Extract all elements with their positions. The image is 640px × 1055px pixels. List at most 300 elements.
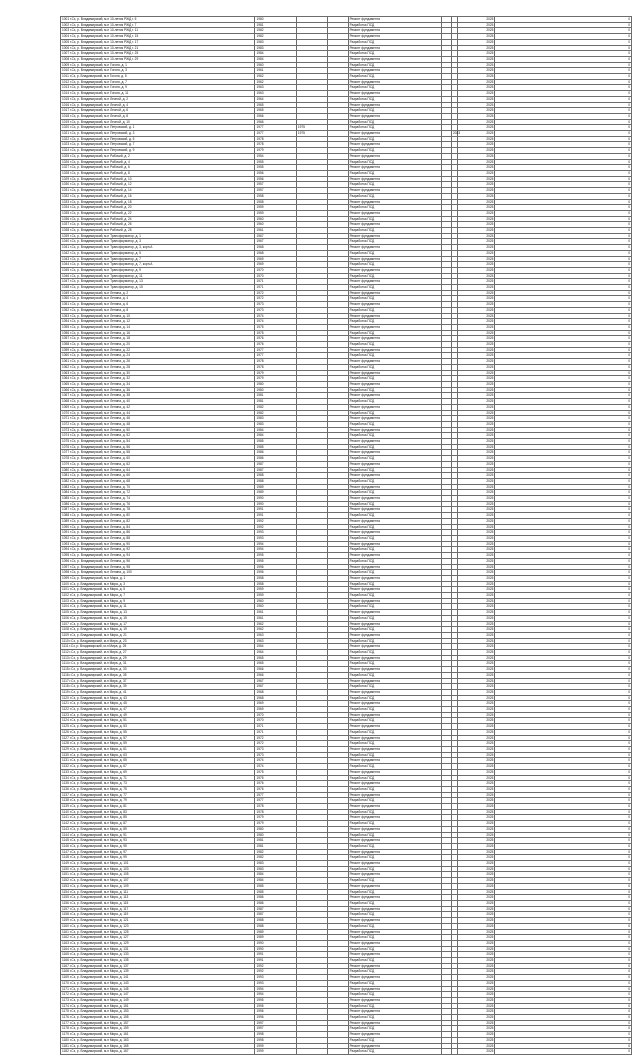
cell-address: 1093 г.Сз, р. Владимирский, м-н Ленина, д. 90 <box>61 541 255 547</box>
cell-work-type: Разработка ПСД <box>348 444 441 450</box>
cell-year: 1982 <box>255 849 296 855</box>
cell-period: 2025 <box>458 632 495 638</box>
cell-year: 1993 <box>255 530 296 536</box>
cell-address: 1024 г.Сз, р. Владимирский, м-н Петровский, д. 9 <box>61 148 255 154</box>
cell-work-type: Разработка ПСД <box>348 695 441 701</box>
cell-work-type: Ремонт фундамента <box>348 91 441 97</box>
cell-year: 1995 <box>255 997 296 1003</box>
cell-extra-1: 1975 <box>296 131 327 137</box>
cell-period: 2025 <box>458 68 495 74</box>
cell-work-type: Ремонт фундамента <box>348 621 441 627</box>
cell-year: 1959 <box>255 593 296 599</box>
cell-year: 1987 <box>255 461 296 467</box>
cell-work-type: Разработка ПСД <box>348 718 441 724</box>
cell-year: 1987 <box>255 906 296 912</box>
cell-address: 1108 г.Сз, р. Владимирский, м-н Мира, д. 19 <box>61 627 255 633</box>
cell-work-type: Разработка ПСД <box>348 387 441 393</box>
cell-work-type: Ремонт фундамента <box>348 963 441 969</box>
cell-year: 1996 <box>255 1015 296 1021</box>
data-table <box>60 16 632 1055</box>
cell-period: 2025 <box>458 701 495 707</box>
cell-period: 2025 <box>458 205 495 211</box>
cell-period: 2025 <box>458 421 495 427</box>
cell-end-value: 0 <box>495 250 632 256</box>
cell-work-type: Разработка ПСД <box>348 376 441 382</box>
cell-end-value: 0 <box>495 798 632 804</box>
cell-work-type: Разработка ПСД <box>348 650 441 656</box>
cell-address: 1034 г.Сз, р. Владимирский, м-н Рабочий, д. 20 <box>61 205 255 211</box>
cell-year: 1959 <box>255 205 296 211</box>
cell-address: 1114 г.Сз, р. Владимирский, м-н Мира, д. 31 <box>61 661 255 667</box>
cell-period: 2025 <box>458 575 495 581</box>
cell-end-value: 0 <box>495 678 632 684</box>
cell-address: 1163 г.Сз, р. Владимирский, м-н Мира, д. 129 <box>61 940 255 946</box>
cell-period: 2025 <box>458 79 495 85</box>
cell-period: 2025 <box>458 273 495 279</box>
cell-work-type: Ремонт фундамента <box>348 518 441 524</box>
cell-work-type: Разработка ПСД <box>348 159 441 165</box>
cell-end-value: 0 <box>495 518 632 524</box>
cell-work-type: Ремонт фундамента <box>348 769 441 775</box>
cell-work-type: Ремонт фундамента <box>348 68 441 74</box>
cell-address: 1061 г.Сз, р. Владимирский, м-н Ленина, д. 26 <box>61 359 255 365</box>
cell-period: 2025 <box>458 798 495 804</box>
cell-end-value: 0 <box>495 313 632 319</box>
cell-year: 1997 <box>255 1020 296 1026</box>
cell-year: 1958 <box>255 581 296 587</box>
cell-work-type: Разработка ПСД <box>348 22 441 28</box>
cell-end-value: 0 <box>495 387 632 393</box>
cell-end-value: 0 <box>495 176 632 182</box>
cell-year: 1955 <box>255 165 296 171</box>
cell-period: 2025 <box>458 1003 495 1009</box>
cell-address: 1074 г.Сз, р. Владимирский, м-н Ленина, д. 52 <box>61 433 255 439</box>
cell-period: 2025 <box>458 952 495 958</box>
cell-address: 1017 г.Сз, р. Владимирский, м-н Лесной, д. 6 <box>61 108 255 114</box>
cell-year: 1959 <box>255 587 296 593</box>
cell-period: 2025 <box>458 444 495 450</box>
cell-work-type: Разработка ПСД <box>348 1037 441 1043</box>
cell-address: 1151 г.Сз, р. Владимирский, м-н Мира, д. 105 <box>61 872 255 878</box>
cell-period: 2025 <box>458 769 495 775</box>
cell-address: 1029 г.Сз, р. Владимирский, м-н Рабочий, д. 10 <box>61 176 255 182</box>
cell-address: 1087 г.Сз, р. Владимирский, м-н Ленина, д. 78 <box>61 507 255 513</box>
cell-period: 2025 <box>458 564 495 570</box>
cell-year: 1981 <box>255 393 296 399</box>
cell-address: 1171 г.Сз, р. Владимирский, м-н Мира, д. 145 <box>61 986 255 992</box>
cell-year: 1962 <box>255 627 296 633</box>
cell-address: 1144 г.Сз, р. Владимирский, м-н Мира, д. 91 <box>61 832 255 838</box>
cell-address: 1050 г.Сз, р. Владимирский, м-н Ленина, д. 4 <box>61 296 255 302</box>
cell-work-type: Ремонт фундамента <box>348 290 441 296</box>
cell-address: 1147 г.Сз, р. Владимирский, м-н Мира, д. 97 <box>61 849 255 855</box>
cell-period: 2025 <box>458 621 495 627</box>
cell-period: 2025 <box>458 547 495 553</box>
cell-year: 1967 <box>255 239 296 245</box>
cell-year: 1985 <box>255 444 296 450</box>
cell-work-type: Разработка ПСД <box>348 581 441 587</box>
cell-end-value: 0 <box>495 427 632 433</box>
cell-end-value: 0 <box>495 131 632 137</box>
cell-period: 2025 <box>458 775 495 781</box>
cell-address: 1112 г.Сз, р. Владимирский, м-н Мира, д. 27 <box>61 650 255 656</box>
cell-address: 1167 г.Сз, р. Владимирский, м-н Мира, д. 137 <box>61 963 255 969</box>
cell-year: 1979 <box>255 148 296 154</box>
cell-year: 1967 <box>255 233 296 239</box>
cell-address: 1072 г.Сз, р. Владимирский, м-н Ленина, д. 48 <box>61 421 255 427</box>
cell-address: 1044 г.Сз, р. Владимирский, м-н Трансформатор, д. 7, корп.А <box>61 262 255 268</box>
cell-year: 1983 <box>255 45 296 51</box>
cell-period: 2025 <box>458 153 495 159</box>
cell-period: 2025 <box>458 883 495 889</box>
cell-work-type: Разработка ПСД <box>348 193 441 199</box>
cell-period: 2025 <box>458 809 495 815</box>
cell-end-value: 0 <box>495 456 632 462</box>
cell-end-value: 0 <box>495 205 632 211</box>
cell-address: 1140 г.Сз, р. Владимирский, м-н Мира, д. 83 <box>61 809 255 815</box>
cell-end-value: 0 <box>495 34 632 40</box>
cell-period: 2025 <box>458 376 495 382</box>
cell-period: 2025 <box>458 752 495 758</box>
cell-period: 2025 <box>458 684 495 690</box>
cell-period: 2025 <box>458 610 495 616</box>
cell-period: 2025 <box>458 900 495 906</box>
cell-period: 2025 <box>458 501 495 507</box>
cell-period: 2025 <box>458 370 495 376</box>
cell-work-type: Разработка ПСД <box>348 627 441 633</box>
cell-address: 1129 г.Сз, р. Владимирский, м-н Мира, д. 61 <box>61 747 255 753</box>
cell-address: 1025 г.Сз, р. Владимирский, м-н Рабочий, д. 2 <box>61 153 255 159</box>
cell-year: 1979 <box>255 376 296 382</box>
cell-year: 1984 <box>255 872 296 878</box>
cell-year: 1969 <box>255 262 296 268</box>
cell-value-1 <box>441 1049 451 1055</box>
cell-end-value: 0 <box>495 764 632 770</box>
cell-end-value: 0 <box>495 170 632 176</box>
cell-end-value: 0 <box>495 273 632 279</box>
cell-end-value: 0 <box>495 245 632 251</box>
cell-address: 1030 г.Сз, р. Владимирский, м-н Рабочий, д. 12 <box>61 182 255 188</box>
cell-period: 2025 <box>458 347 495 353</box>
cell-year: 1989 <box>255 484 296 490</box>
cell-period: 2025 <box>458 747 495 753</box>
cell-address: 1066 г.Сз, р. Владимирский, м-н Ленина, д. 36 <box>61 387 255 393</box>
cell-period: 2025 <box>458 416 495 422</box>
cell-address: 1069 г.Сз, р. Владимирский, м-н Ленина, д. 42 <box>61 404 255 410</box>
cell-period: 2025 <box>458 906 495 912</box>
cell-period: 2025 <box>458 427 495 433</box>
cell-end-value: 0 <box>495 285 632 291</box>
cell-address: 1065 г.Сз, р. Владимирский, м-н Ленина, д. 34 <box>61 382 255 388</box>
cell-period: 2025 <box>458 804 495 810</box>
cell-end-value: 0 <box>495 165 632 171</box>
cell-end-value: 0 <box>495 815 632 821</box>
cell-work-type: Ремонт фундамента <box>348 324 441 330</box>
cell-year: 1954 <box>255 153 296 159</box>
cell-work-type: Разработка ПСД <box>348 946 441 952</box>
cell-year: 1967 <box>255 678 296 684</box>
cell-address: 1096 г.Сз, р. Владимирский, м-н Ленина, д. 96 <box>61 558 255 564</box>
cell-end-value: 0 <box>495 792 632 798</box>
cell-address: 1070 г.Сз, р. Владимирский, м-н Ленина, д. 44 <box>61 410 255 416</box>
cell-end-value: 0 <box>495 410 632 416</box>
cell-end-value: 0 <box>495 513 632 519</box>
cell-end-value: 0 <box>495 712 632 718</box>
cell-address: 1175 г.Сз, р. Владимирский, м-н Мира, д. 153 <box>61 1009 255 1015</box>
cell-period: 2025 <box>458 222 495 228</box>
cell-year: 1983 <box>255 39 296 45</box>
cell-address: 1036 г.Сз, р. Владимирский, м-н Рабочий, д. 24 <box>61 216 255 222</box>
cell-period: 2025 <box>458 34 495 40</box>
cell-end-value: 0 <box>495 125 632 131</box>
cell-period: 2025 <box>458 992 495 998</box>
cell-address: 1165 г.Сз, р. Владимирский, м-н Мира, д. 133 <box>61 952 255 958</box>
cell-work-type: Ремонт фундамента <box>348 461 441 467</box>
cell-period: 2025 <box>458 553 495 559</box>
cell-year: 1978 <box>255 142 296 148</box>
cell-address: 1146 г.Сз, р. Владимирский, м-н Мира, д. 95 <box>61 843 255 849</box>
cell-work-type: Ремонт фундамента <box>348 404 441 410</box>
cell-year: 1965 <box>255 108 296 114</box>
cell-period: 2025 <box>458 456 495 462</box>
cell-year: 1973 <box>255 307 296 313</box>
cell-end-value: 0 <box>495 342 632 348</box>
cell-end-value: 0 <box>495 1015 632 1021</box>
cell-work-type: Разработка ПСД <box>348 296 441 302</box>
cell-period: 2025 <box>458 872 495 878</box>
cell-period: 2025 <box>458 672 495 678</box>
cell-end-value: 0 <box>495 621 632 627</box>
cell-end-value: 0 <box>495 553 632 559</box>
cell-period: 2025 <box>458 826 495 832</box>
cell-work-type: Разработка ПСД <box>348 273 441 279</box>
cell-year: 1984 <box>255 427 296 433</box>
cell-work-type: Разработка ПСД <box>348 285 441 291</box>
cell-period: 2025 <box>458 541 495 547</box>
cell-period: 2025 <box>458 296 495 302</box>
cell-year: 1967 <box>255 684 296 690</box>
cell-end-value: 0 <box>495 461 632 467</box>
cell-year: 1958 <box>255 575 296 581</box>
cell-period: 2025 <box>458 62 495 68</box>
cell-year: 1996 <box>255 564 296 570</box>
cell-period: 2025 <box>458 182 495 188</box>
cell-address: 1168 г.Сз, р. Владимирский, м-н Мира, д. 139 <box>61 969 255 975</box>
cell-work-type: Ремонт фундамента <box>348 336 441 342</box>
cell-address: 1141 г.Сз, р. Владимирский, м-н Мира, д. 85 <box>61 815 255 821</box>
cell-year: 1960 <box>255 604 296 610</box>
cell-period: 2025 <box>458 958 495 964</box>
cell-work-type: Разработка ПСД <box>348 570 441 576</box>
cell-work-type: Разработка ПСД <box>348 900 441 906</box>
cell-address: 1037 г.Сз, р. Владимирский, м-н Рабочий, д. 26 <box>61 222 255 228</box>
cell-year: 1998 <box>255 1037 296 1043</box>
cell-period: 2025 <box>458 250 495 256</box>
cell-period: 2025 <box>458 815 495 821</box>
cell-year: 1980 <box>255 832 296 838</box>
cell-address: 1073 г.Сз, р. Владимирский, м-н Ленина, д. 50 <box>61 427 255 433</box>
cell-address: 1083 г.Сз, р. Владимирский, м-н Ленина, д. 70 <box>61 484 255 490</box>
cell-address: 1046 г.Сз, р. Владимирский, м-н Трансформатор, д. 11 <box>61 273 255 279</box>
cell-end-value: 0 <box>495 866 632 872</box>
cell-period: 2025 <box>458 410 495 416</box>
cell-address: 1068 г.Сз, р. Владимирский, м-н Ленина, д. 40 <box>61 399 255 405</box>
cell-address: 1153 г.Сз, р. Владимирский, м-н Мира, д. 109 <box>61 883 255 889</box>
cell-address: 1020 г.Сз, р. Владимирский, м-н Петровский, д. 1 <box>61 125 255 131</box>
cell-end-value: 0 <box>495 581 632 587</box>
cell-end-value: 0 <box>495 804 632 810</box>
cell-work-type: Разработка ПСД <box>348 855 441 861</box>
cell-end-value: 0 <box>495 644 632 650</box>
cell-year: 1973 <box>255 302 296 308</box>
cell-work-type: Разработка ПСД <box>348 615 441 621</box>
cell-end-value: 0 <box>495 912 632 918</box>
cell-period: 2025 <box>458 986 495 992</box>
cell-year: 1968 <box>255 245 296 251</box>
cell-period: 2025 <box>458 484 495 490</box>
cell-year: 1961 <box>255 68 296 74</box>
cell-address: 1176 г.Сз, р. Владимирский, м-н Мира, д. 155 <box>61 1015 255 1021</box>
cell-year: 1986 <box>255 456 296 462</box>
cell-address: 1051 г.Сз, р. Владимирский, м-н Ленина, д. 6 <box>61 302 255 308</box>
cell-work-type: Ремонт фундамента <box>348 279 441 285</box>
cell-period: 2025 <box>458 136 495 142</box>
cell-work-type: Ремонт фундамента <box>348 701 441 707</box>
cell-end-value: 0 <box>495 575 632 581</box>
cell-work-type: Ремонт фундамента <box>348 792 441 798</box>
cell-end-value: 0 <box>495 701 632 707</box>
cell-year: 1971 <box>255 285 296 291</box>
cell-period: 2025 <box>458 108 495 114</box>
cell-work-type: Разработка ПСД <box>348 558 441 564</box>
cell-year: 1972 <box>255 741 296 747</box>
cell-year: 1973 <box>255 747 296 753</box>
cell-address: 1166 г.Сз, р. Владимирский, м-н Мира, д. 135 <box>61 958 255 964</box>
cell-year: 1965 <box>255 655 296 661</box>
cell-year: 1982 <box>255 410 296 416</box>
cell-period: 2025 <box>458 45 495 51</box>
cell-year: 1998 <box>255 1032 296 1038</box>
cell-year: 1982 <box>255 34 296 40</box>
cell-year: 1996 <box>255 570 296 576</box>
cell-work-type: Ремонт фундамента <box>348 102 441 108</box>
cell-address: 1004 г.Сз, р. Владимирский, м-н 10-летия РЖД г. 15 <box>61 34 255 40</box>
cell-address: 1145 г.Сз, р. Владимирский, м-н Мира, д. 93 <box>61 838 255 844</box>
cell-end-value: 0 <box>495 627 632 633</box>
cell-end-value: 0 <box>495 900 632 906</box>
cell-work-type: Ремонт фундамента <box>348 188 441 194</box>
cell-end-value: 0 <box>495 267 632 273</box>
cell-end-value: 0 <box>495 188 632 194</box>
cell-address: 1109 г.Сз, р. Владимирский, м-н Мира, д. 21 <box>61 632 255 638</box>
cell-period: 2025 <box>458 125 495 131</box>
cell-end-value: 0 <box>495 216 632 222</box>
cell-end-value: 0 <box>495 1037 632 1043</box>
cell-end-value: 0 <box>495 604 632 610</box>
cell-end-value: 0 <box>495 593 632 599</box>
cell-work-type: Разработка ПСД <box>348 923 441 929</box>
cell-period: 2025 <box>458 439 495 445</box>
cell-end-value: 0 <box>495 228 632 234</box>
cell-end-value: 0 <box>495 108 632 114</box>
cell-year: 1976 <box>255 342 296 348</box>
cell-address: 1015 г.Сз, р. Владимирский, м-н Лесной, д. 2 <box>61 96 255 102</box>
cell-period: 2025 <box>458 433 495 439</box>
cell-work-type: Разработка ПСД <box>348 672 441 678</box>
cell-period: 2025 <box>458 387 495 393</box>
cell-year: 1965 <box>255 102 296 108</box>
cell-work-type: Разработка ПСД <box>348 707 441 713</box>
cell-year: 1988 <box>255 918 296 924</box>
cell-period: 2025 <box>458 148 495 154</box>
cell-year: 1959 <box>255 210 296 216</box>
cell-period: 2025 <box>458 866 495 872</box>
cell-year: 1977 <box>255 125 296 131</box>
cell-end-value: 0 <box>495 256 632 262</box>
cell-period: 2025 <box>458 923 495 929</box>
cell-end-value: 0 <box>495 148 632 154</box>
cell-end-value: 0 <box>495 684 632 690</box>
cell-year: 1982 <box>255 28 296 34</box>
cell-work-type: Разработка ПСД <box>348 125 441 131</box>
cell-end-value: 0 <box>495 484 632 490</box>
cell-year: 1961 <box>255 228 296 234</box>
cell-end-value: 0 <box>495 547 632 553</box>
cell-address: 1110 г.Сз, р. Владимирский, м-н Мира, д. 23 <box>61 638 255 644</box>
cell-year: 1958 <box>255 199 296 205</box>
cell-year: 1962 <box>255 621 296 627</box>
cell-address: 1105 г.Сз, р. Владимирский, м-н Мира, д. 13 <box>61 610 255 616</box>
cell-work-type: Разработка ПСД <box>348 467 441 473</box>
cell-work-type: Ремонт фундамента <box>348 975 441 981</box>
cell-period: 2025 <box>458 119 495 125</box>
cell-address: 1014 г.Сз, р. Владимирский, м-н Гоголя, д. 11 <box>61 91 255 97</box>
cell-period: 2025 <box>458 359 495 365</box>
cell-address: 1081 г.Сз, р. Владимирский, м-н Ленина, д. 66 <box>61 473 255 479</box>
cell-period: 2025 <box>458 1009 495 1015</box>
cell-end-value: 0 <box>495 769 632 775</box>
cell-address: 1133 г.Сз, р. Владимирский, м-н Мира, д. 69 <box>61 769 255 775</box>
cell-address: 1100 г.Сз, р. Владимирский, м-н Мира, д. 3 <box>61 581 255 587</box>
cell-period: 2025 <box>458 131 495 137</box>
cell-end-value: 0 <box>495 51 632 57</box>
cell-address: 1162 г.Сз, р. Владимирский, м-н Мира, д. 127 <box>61 935 255 941</box>
cell-year: 1983 <box>255 861 296 867</box>
cell-work-type: Ремонт фундамента <box>348 986 441 992</box>
cell-year: 1966 <box>255 113 296 119</box>
cell-work-type: Ремонт фундамента <box>348 427 441 433</box>
cell-year: 1990 <box>255 496 296 502</box>
cell-period: 2025 <box>458 889 495 895</box>
cell-work-type: Разработка ПСД <box>348 85 441 91</box>
cell-work-type: Ремонт фундамента <box>348 176 441 182</box>
cell-address: 1117 г.Сз, р. Владимирский, м-н Мира, д. 37 <box>61 678 255 684</box>
cell-end-value: 0 <box>495 279 632 285</box>
cell-period: 2025 <box>458 781 495 787</box>
cell-address: 1033 г.Сз, р. Владимирский, м-н Рабочий, д. 18 <box>61 199 255 205</box>
cell-end-value: 0 <box>495 96 632 102</box>
cell-work-type: Разработка ПСД <box>348 1026 441 1032</box>
cell-address: 1042 г.Сз, р. Владимирский, м-н Трансформатор, д. 5 <box>61 250 255 256</box>
cell-period: 2025 <box>458 364 495 370</box>
cell-period: 2025 <box>458 524 495 530</box>
cell-work-type: Ремонт фундамента <box>348 1009 441 1015</box>
cell-work-type: Ремонт фундамента <box>348 575 441 581</box>
cell-period: 2025 <box>458 382 495 388</box>
cell-period: 2025 <box>458 1015 495 1021</box>
cell-address: 1104 г.Сз, р. Владимирский, м-н Мира, д. 11 <box>61 604 255 610</box>
cell-address: 1157 г.Сз, р. Владимирский, м-н Мира, д. 117 <box>61 906 255 912</box>
